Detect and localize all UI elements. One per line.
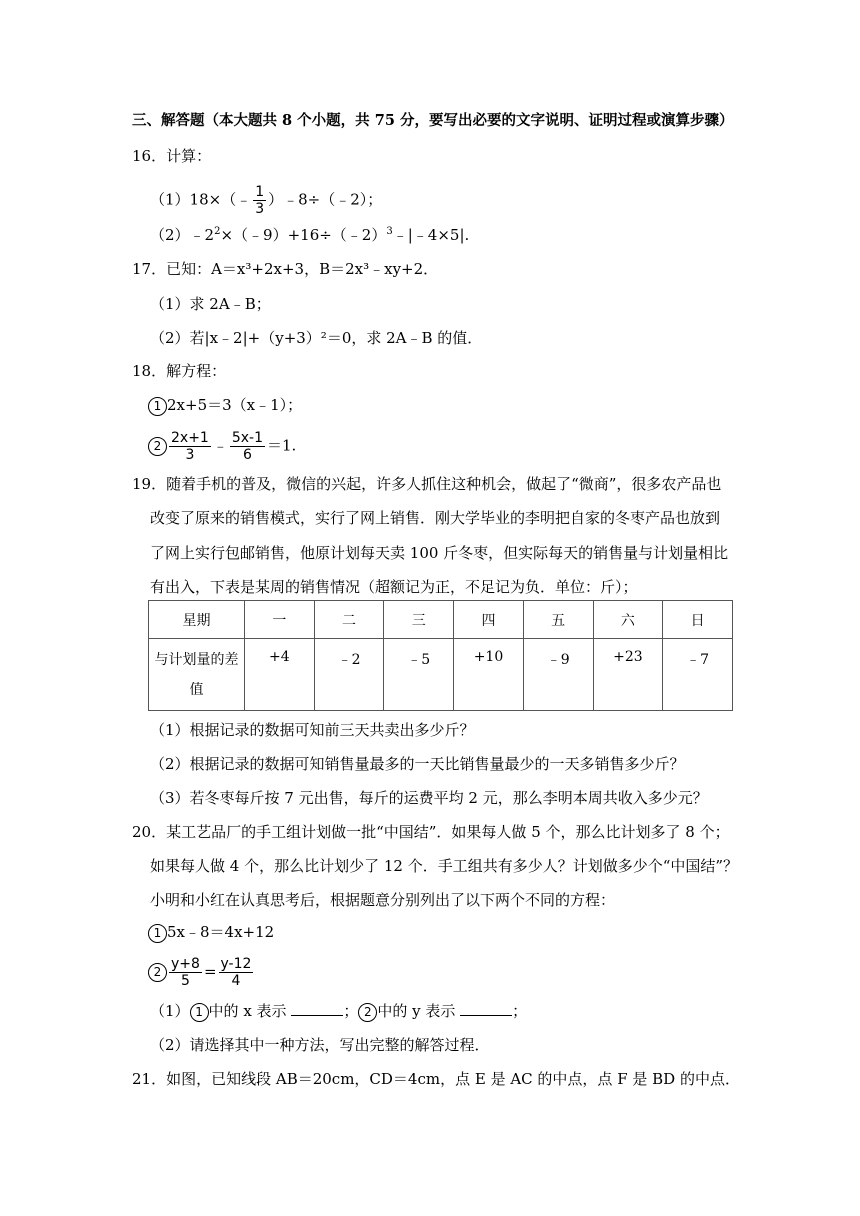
q16-part2: [150, 225, 469, 245]
exponent: 2: [214, 226, 221, 237]
circled-number: 2: [148, 437, 167, 456]
table-cell: ﹣2: [314, 639, 384, 711]
fraction-numerator: y-12: [220, 956, 252, 972]
q20-equation-1: [148, 922, 274, 943]
sales-table: [148, 600, 733, 711]
q16-part2-text-a: （2）﹣2: [150, 226, 215, 244]
q19-line-1: 19．随着手机的普及，微信的兴起，许多人抓住这种机会，做起了“微商”，很多农产品也: [132, 475, 722, 493]
q19-line-2: 改变了原来的销售模式，实行了网上销售．刚大学毕业的李明把自家的冬枣产品也放到: [150, 509, 721, 527]
q19-part3: （3）若冬枣每斤按 7 元出售，每斤的运费平均 2 元，那么李明本周共收入多少元？: [150, 789, 708, 807]
q20-equation-2: [148, 956, 255, 989]
minus-sign: ﹣: [212, 436, 228, 455]
q20-line-2: 如果每人做 4 个，那么比计划少了 12 个．手工组共有多少人？计划做多少个“中国结”？: [150, 857, 739, 875]
table-day: 二: [314, 601, 384, 639]
answer-blank[interactable]: [291, 1001, 343, 1016]
q19-line-4: 有出入，下表是某周的销售情况（超额记为正，不足记为负．单位：斤）；: [150, 578, 638, 596]
part-label: （1）: [150, 1002, 190, 1020]
fraction-denominator: 6: [242, 447, 252, 463]
circled-number: 2: [148, 963, 167, 982]
q17-part2: （2）若|x﹣2|+（y+3）²＝0，求 2A﹣B 的值．: [150, 329, 483, 347]
equation-text: 2x+5＝3（x﹣1）；: [167, 396, 303, 414]
table-cell: ﹣9: [523, 639, 593, 711]
q19-part1: （1）根据记录的数据可知前三天共卖出多少斤？: [150, 721, 475, 739]
equals-sign: =: [203, 962, 217, 981]
fraction-numerator: y+8: [171, 956, 200, 972]
table-cell: +10: [454, 639, 524, 711]
q16-stem: 16．计算：: [132, 147, 212, 165]
fraction-numerator: 5x-1: [231, 430, 264, 446]
q19-line-3: 了网上实行包邮销售，他原计划每天卖 100 斤冬枣，但实际每天的销售量与计划量相比: [150, 544, 729, 562]
circled-number: 1: [148, 924, 167, 943]
fraction-denominator: 3: [185, 447, 195, 463]
q16-part1: [150, 184, 382, 217]
table-day: 日: [663, 601, 733, 639]
punctuation: ；: [343, 1002, 359, 1020]
circled-number: 1: [190, 1003, 209, 1022]
fraction-numerator: 2x+1: [171, 430, 209, 446]
fraction-denominator: 4: [231, 973, 241, 989]
table-day: 一: [245, 601, 315, 639]
q18-equation-1: [148, 395, 302, 416]
row-label-line: 与计划量的差: [154, 651, 239, 668]
q16-part1-text-a: （1）18×（﹣: [150, 190, 252, 209]
table-cell: +4: [245, 639, 315, 711]
table-cell: +23: [593, 639, 663, 711]
row-label-line: 值: [189, 681, 204, 698]
circled-number: 1: [148, 397, 167, 416]
q20-line-3: 小明和小红在认真思考后，根据题意分别列出了以下两个不同的方程：: [150, 891, 616, 909]
table-row-label: [149, 639, 245, 711]
fraction-denominator: 5: [181, 973, 190, 989]
table-day: 六: [593, 601, 663, 639]
table-day: 四: [454, 601, 524, 639]
q21-stem: 21．如图，已知线段 AB＝20cm，CD＝4cm，点 E 是 AC 的中点，点 F 是 BD 的中点．: [132, 1070, 740, 1088]
table-header-label: 星期: [149, 601, 245, 639]
q16-part1-text-b: ）﹣8÷（﹣2）；: [268, 190, 383, 209]
fraction: [230, 430, 265, 463]
fraction-numerator: 1: [255, 184, 265, 200]
table-header-row: [149, 601, 733, 639]
fraction: [219, 956, 254, 989]
section-title: 三、解答题（本大题共 8 个小题，共 75 分，要写出必要的文字说明、证明过程或演算步骤）: [132, 112, 734, 129]
q16-part2-text-b: ×（﹣9）+16÷（﹣2）: [220, 226, 387, 244]
fraction-denominator: 3: [255, 201, 265, 217]
equation-text: 5x﹣8＝4x+12: [167, 923, 275, 941]
fraction: [169, 430, 211, 463]
table-cell: ﹣7: [663, 639, 733, 711]
answer-blank[interactable]: [460, 1001, 512, 1016]
q17-stem: 17．已知：A＝x³+2x+3，B＝2x³﹣xy+2．: [132, 260, 439, 278]
table-cell: ﹣5: [384, 639, 454, 711]
q16-part2-text-c: ﹣|﹣4×5|.: [392, 226, 470, 244]
q20-part2: （2）请选择其中一种方法，写出完整的解答过程．: [150, 1036, 490, 1054]
part-text: 中的 x 表示: [208, 1002, 287, 1020]
fraction-one-third: [253, 184, 266, 217]
table-day: 三: [384, 601, 454, 639]
q18-stem: 18．解方程：: [132, 362, 227, 380]
q17-part1: （1）求 2A﹣B；: [150, 295, 271, 313]
punctuation: ；: [512, 1002, 528, 1020]
table-row: [149, 639, 733, 711]
part-text: 中的 y 表示: [377, 1002, 456, 1020]
q18-equation-2: [148, 430, 296, 463]
equation-text: ＝1.: [267, 436, 297, 455]
exponent: 3: [386, 226, 393, 237]
q20-part1: [150, 1001, 527, 1022]
q19-part2: （2）根据记录的数据可知销售量最多的一天比销售量最少的一天多销售多少斤？: [150, 755, 685, 773]
table-day: 五: [523, 601, 593, 639]
fraction: [169, 956, 202, 989]
circled-number: 2: [358, 1003, 377, 1022]
q20-line-1: 20．某工艺品厂的手工组计划做一批“中国结”．如果每人做 5 个，那么比计划多了 8 个；: [132, 823, 730, 841]
